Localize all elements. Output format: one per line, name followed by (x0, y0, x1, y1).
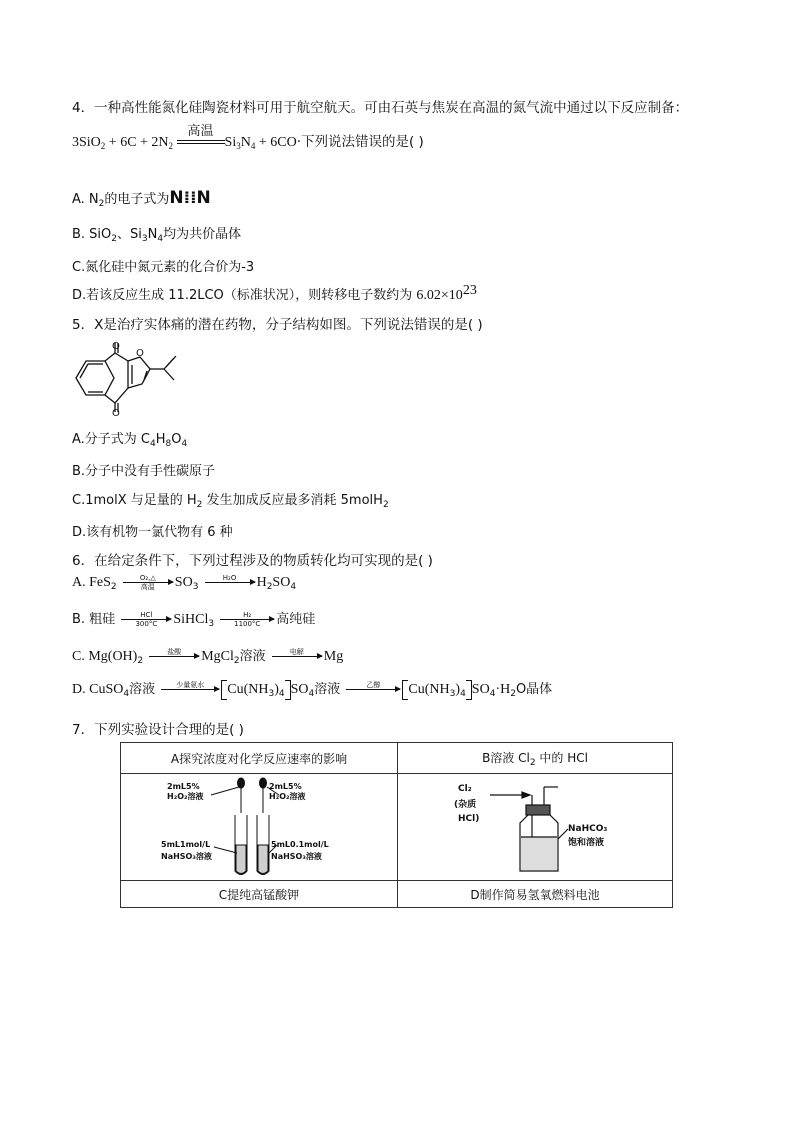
cell-a-header: A探究浓度对化学反应速率的影响 (121, 743, 398, 774)
cell-b-header: B溶液 $Cl_2$ 中的 HCl (398, 743, 673, 774)
q5-option-c: C.1molX 与足量的 $H_2$ 发生加成反应最多消耗 5molH$_2$ (72, 493, 389, 510)
q6-option-c: C. $Mg(OH)_2$ 盐酸 MgCl$_2$溶液 电解 Mg (72, 648, 344, 666)
svg-text:H₂O₂溶液: H₂O₂溶液 (167, 792, 204, 801)
q5-option-a: A.分子式为 $C_4H_8O_4$ (72, 432, 188, 449)
arrow-c2: 电解 (272, 648, 322, 665)
q4-option-c: C.氮化硅中氮元素的化合价为-3 (72, 260, 255, 275)
arrow-a2: H₂O (205, 574, 255, 591)
q5-option-b: B.分子中没有手性碳原子 (72, 464, 216, 479)
svg-text:2mL5%: 2mL5% (167, 782, 200, 791)
arrow-c1: 盐酸 (149, 648, 199, 665)
experiment-table (120, 742, 673, 908)
q6-option-a: A. FeS$_2$ O₂,△ 高温 $SO_3$ H₂O $H_2SO_4$ (72, 574, 297, 592)
cell-b-figure (398, 774, 673, 881)
svg-text:(杂质: (杂质 (454, 800, 477, 810)
svg-text:HCl): HCl) (458, 814, 480, 824)
q6-option-d: D. CuSO$_4$溶液 少量氨水 $Cu(NH_3)_4$ $SO_4$溶液 乙醇 $Cu(NH_3)_4$ $SO_4\cdot H_2O$晶体 (72, 681, 553, 699)
svg-text:2mL5%: 2mL5% (269, 782, 302, 791)
cell-a-figure (121, 774, 398, 881)
oxygen-label-furan: O (136, 348, 144, 359)
n2-electron-formula: N⁞⁞N (169, 188, 211, 208)
equals-sign-condition: 高温 (177, 125, 225, 144)
q4-option-a: A. $N_2$的电子式为N⁞⁞N (72, 188, 211, 209)
svg-text:NaHCO₃: NaHCO₃ (568, 824, 608, 834)
q6-stem: 6．在给定条件下，下列过程涉及的物质转化均可实现的是( ) (72, 553, 433, 569)
q6-option-b: B. 粗硅 HCl 300°C SiHCl$_3$ $\frac{\text{H₂}}{1100^\circ C}$ 高纯硅 (72, 611, 316, 629)
arrow-b2: $\frac{\text{H₂}}{1100^\circ C}$ (220, 611, 274, 628)
q4-stem: 4．一种高性能氮化硅陶瓷材料可用于航空航天。可由石英与焦炭在高温的氮气流中通过以下反应制备： (72, 100, 689, 116)
oxygen-label-bottom: O (112, 408, 120, 416)
arrow-d1: 少量氨水 (161, 681, 219, 698)
q7-stem: 7．下列实验设计合理的是( ) (72, 722, 244, 738)
q4-option-b: B. SiO$_2$、$Si_3N_4$均为共价晶体 (72, 227, 242, 244)
svg-text:Cl₂: Cl₂ (458, 784, 472, 794)
svg-text:NaHSO₃溶液: NaHSO₃溶液 (271, 852, 322, 861)
q4-equation: $3SiO_2 + 6C + 2N_2$ 高温 $Si_3N_4 + 6CO\cdot$下列说法错误的是( ) (72, 124, 424, 151)
test-tubes-diagram (159, 775, 359, 879)
q5-option-d: D.该有机物一氯代物有 6 种 (72, 525, 233, 540)
svg-text:饱和溶液: 饱和溶液 (568, 838, 605, 848)
q5-stem: 5．X是治疗实体痛的潜在药物，分子结构如图。下列说法错误的是( ) (72, 317, 483, 333)
arrow-a1: O₂,△ 高温 (123, 574, 173, 591)
svg-text:H₂O₂溶液: H₂O₂溶液 (269, 792, 306, 801)
gas-washing-bottle-diagram (450, 777, 620, 877)
oxygen-label-top: O (112, 341, 120, 352)
svg-text:5mL1mol/L: 5mL1mol/L (161, 840, 211, 849)
svg-text:5mL0.1mol/L: 5mL0.1mol/L (271, 840, 329, 849)
svg-text:NaHSO₃溶液: NaHSO₃溶液 (161, 852, 212, 861)
arrow-b1: HCl 300°C (121, 611, 171, 628)
q4-option-d: D.若该反应生成 11.2LCO（标准状况），则转移电子数约为 $6.02\times 10^{23}$ (72, 283, 477, 303)
arrow-d2: 乙醇 (346, 681, 400, 698)
cell-d-header: D制作简易氢氧燃料电池 (398, 881, 673, 908)
cell-c-header: C提纯高锰酸钾 (121, 881, 398, 908)
molecule-structure (70, 340, 186, 416)
